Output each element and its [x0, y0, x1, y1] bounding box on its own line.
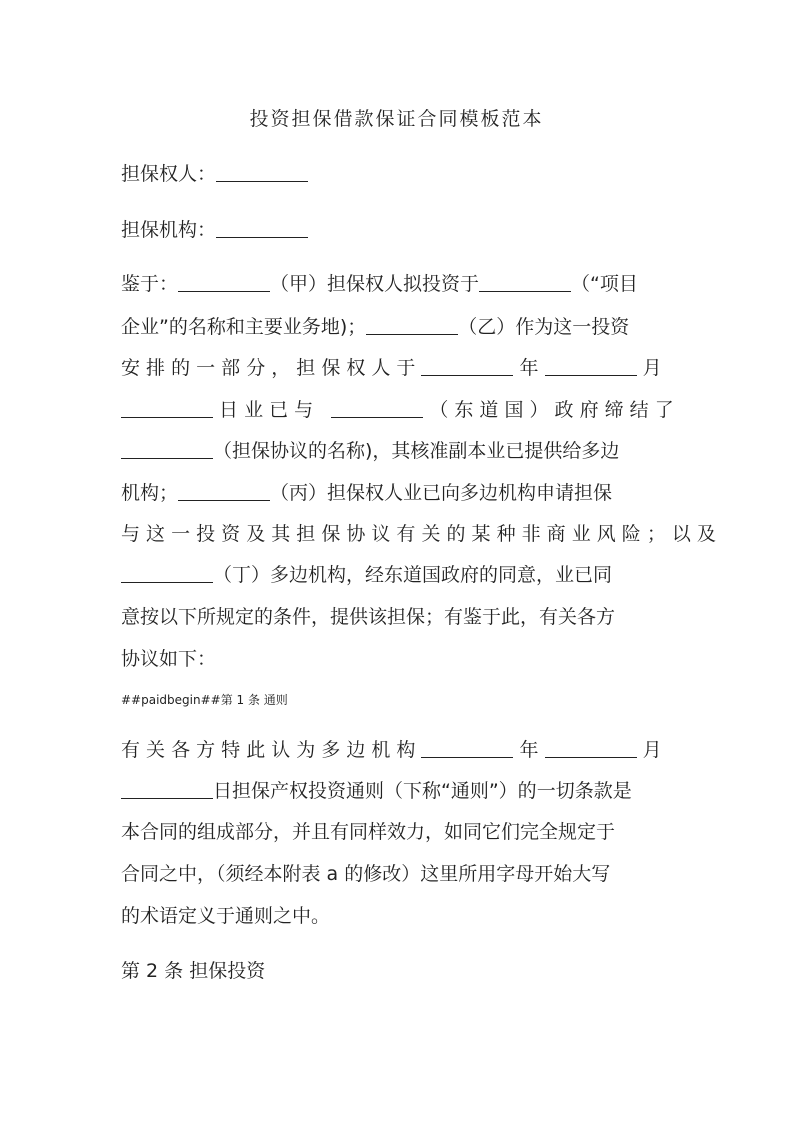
text-segment: 日 业 已 与 [219, 399, 314, 421]
guarantee-holder-line [121, 160, 681, 188]
whereas-line-9: 意按以下所规定的条件，提供该担保；有鉴于此，有关各方 [121, 606, 616, 628]
text-segment: 机构； [121, 482, 179, 504]
blank-field [421, 739, 513, 758]
text-segment: 月 [642, 357, 662, 379]
whereas-line-6 [121, 479, 681, 507]
article1-line-2 [121, 777, 681, 805]
text-segment: （担保协议的名称)，其核准副本业已提供给多边 [213, 440, 620, 462]
whereas-line-10: 协议如下： [121, 648, 217, 670]
text-segment: 年 [519, 357, 539, 379]
blank-field [216, 219, 308, 238]
article-1-marker: ##paidbegin##第 1 条 通则 [121, 693, 288, 707]
whereas-line-8 [121, 561, 681, 589]
blank-field [121, 564, 213, 583]
text-segment: （甲）担保权人拟投资于 [270, 273, 480, 295]
text-segment: 月 [642, 739, 662, 761]
blank-field [479, 273, 571, 292]
text-segment: （丁）多边机构，经东道国政府的同意，业已同 [213, 564, 613, 586]
whereas-line-4 [121, 396, 681, 424]
text-segment: （丙）担保权人业已向多边机构申请担保 [270, 482, 613, 504]
blank-field [366, 316, 458, 335]
text-segment: 企业”的名称和主要业务地)； [121, 316, 367, 338]
blank-field [545, 357, 637, 376]
text-segment: （“项目 [571, 273, 638, 295]
guarantee-holder-label: 担保权人： [121, 163, 217, 185]
text-segment: 年 [519, 739, 539, 761]
article1-line-1 [121, 736, 681, 764]
blank-field [121, 780, 213, 799]
text-segment: 日担保产权投资通则（下称“通则”）的一切条款是 [213, 780, 632, 802]
article-2-heading: 第 2 条 担保投资 [121, 960, 266, 982]
text-segment: 鉴于： [121, 273, 179, 295]
blank-field [216, 163, 308, 182]
text-segment: 有 关 各 方 特 此 认 为 多 边 机 构 [121, 739, 416, 761]
whereas-line-1 [121, 270, 681, 298]
blank-field [331, 399, 423, 418]
text-segment: 安 排 的 一 部 分 ， 担 保 权 人 于 [121, 357, 416, 379]
blank-field [121, 399, 213, 418]
whereas-line-3 [121, 354, 681, 382]
guarantee-agency-line [121, 216, 681, 244]
whereas-line-2 [121, 313, 681, 341]
text-segment: （乙）作为这一投资 [458, 316, 630, 338]
article1-line-5: 的术语定义于通则之中。 [121, 905, 331, 927]
whereas-line-5 [121, 437, 681, 465]
article1-line-4: 合同之中，（须经本附表 a 的修改）这里所用字母开始大写 [121, 863, 611, 885]
blank-field [121, 440, 213, 459]
blank-field [421, 357, 513, 376]
blank-field [178, 273, 270, 292]
blank-field [178, 482, 270, 501]
text-segment: （ 东 道 国 ） 政 府 缔 结 了 [429, 399, 674, 421]
whereas-line-7: 与 这 一 投 资 及 其 担 保 协 议 有 关 的 某 种 非 商 业 风 险 ； 以 及 [121, 523, 716, 545]
blank-field [545, 739, 637, 758]
document-title: 投资担保借款保证合同模板范本 [249, 108, 544, 130]
article1-line-3: 本合同的组成部分，并且有同样效力，如同它们完全规定于 [121, 821, 616, 843]
guarantee-agency-label: 担保机构： [121, 219, 217, 241]
